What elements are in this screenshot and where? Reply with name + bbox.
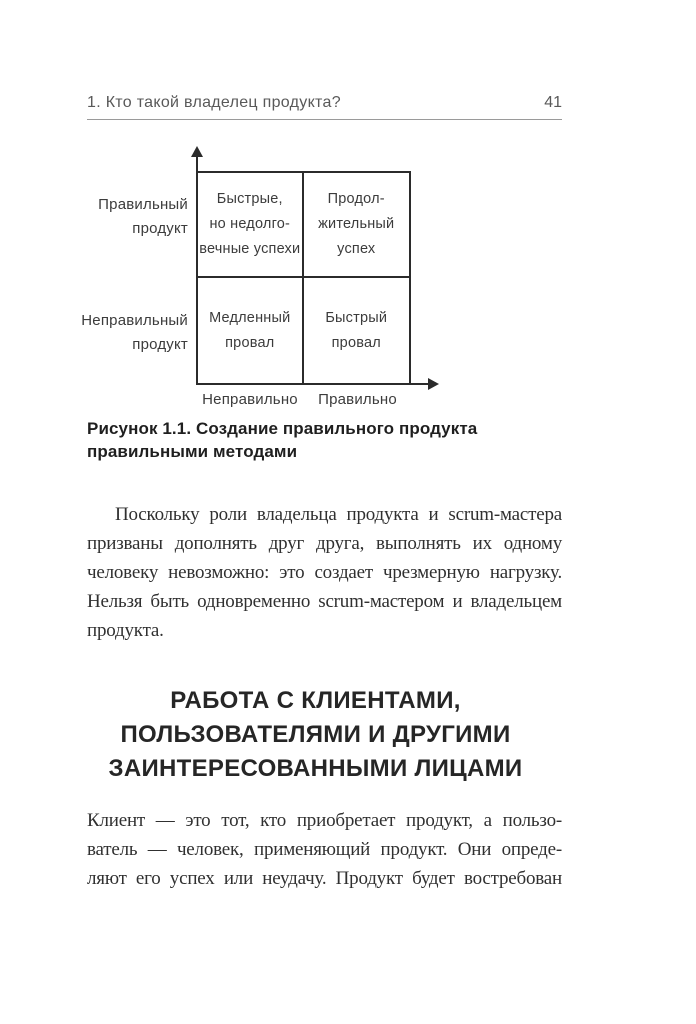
y-axis-label-line: Неправильный	[81, 312, 188, 329]
x-axis-label-wrong: Неправильно	[202, 391, 298, 408]
paragraph-line: Нельзя быть одновременно scrum-мастером и владельцем	[87, 591, 562, 612]
quadrant-top-right	[304, 173, 410, 278]
page-number: 41	[544, 94, 562, 111]
paragraph-line: Клиент — это тот, кто приобретает продукт, а пользо-	[87, 810, 562, 831]
y-axis-label-right-product	[50, 193, 188, 241]
quadrant-top-left	[198, 173, 304, 278]
quadrant-bottom-left	[198, 278, 304, 383]
figure-caption-line: Рисунок 1.1. Создание правильного продукта	[87, 419, 478, 438]
section-heading-line: ПОЛЬЗОВАТЕЛЯМИ И ДРУГИМИ	[120, 721, 511, 748]
quadrant-grid	[196, 171, 411, 385]
figure-caption-line: правильными методами	[87, 442, 298, 461]
x-axis-label-right: Правильно	[318, 391, 397, 408]
quadrant-text-line: Быстрый	[325, 309, 388, 326]
quadrant-bottom-right	[304, 278, 410, 383]
y-axis-line	[196, 152, 198, 173]
quadrant-text-line: но недолго-	[209, 216, 291, 232]
y-axis-label-line: Правильный	[98, 196, 188, 213]
quadrant-text-line: Медленный	[209, 309, 291, 326]
y-axis-label-line: продукт	[132, 336, 188, 353]
quadrant-text-line: провал	[331, 334, 381, 351]
x-axis-arrow-icon	[428, 378, 439, 390]
quadrant-text-line: жительный	[318, 216, 395, 232]
paragraph-line: ватель — человек, применяющий продукт. Они опреде-	[87, 839, 562, 860]
y-axis-label-wrong-product	[50, 309, 188, 357]
quadrant-text-line: вечные успехи	[199, 241, 301, 257]
running-header-title: 1. Кто такой владелец продукта?	[87, 94, 341, 111]
section-heading-line: ЗАИНТЕРЕСОВАННЫМИ ЛИЦАМИ	[108, 755, 523, 782]
figure-quadrant-chart	[0, 0, 696, 470]
section-heading-line: РАБОТА С КЛИЕНТАМИ,	[170, 687, 461, 714]
figure-caption	[87, 417, 562, 463]
body-paragraph-1	[87, 500, 562, 645]
paragraph-line: продукта.	[87, 620, 164, 641]
quadrant-text-line: провал	[225, 334, 275, 351]
x-axis-line	[409, 383, 429, 385]
quadrant-text-line: успех	[337, 241, 376, 257]
y-axis-label-line: продукт	[132, 220, 188, 237]
quadrant-text-line: Продол-	[327, 191, 385, 207]
paragraph-line: ляют его успех или неудачу. Продукт будет востребован	[87, 868, 562, 889]
body-paragraph-2	[87, 806, 562, 893]
paragraph-line: призваны дополнять друг друга, выполнять их одному	[87, 533, 562, 554]
quadrant-text-line: Быстрые,	[216, 191, 283, 207]
paragraph-line: человеку невозможно: это создает чрезмерную нагрузку.	[87, 562, 562, 583]
paragraph-line: Поскольку роли владельца продукта и scrum-мастера	[115, 504, 562, 525]
section-heading	[87, 684, 562, 786]
